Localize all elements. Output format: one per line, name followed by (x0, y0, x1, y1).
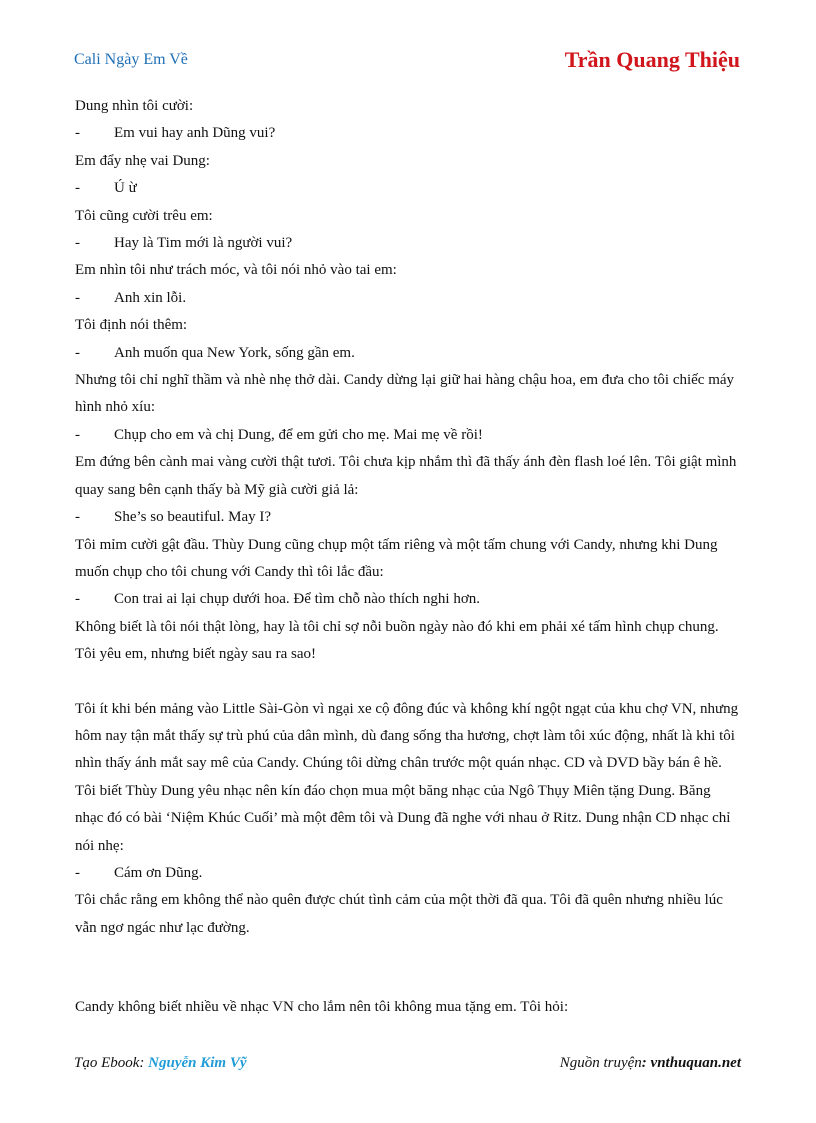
paragraph: Em nhìn tôi như trách móc, và tôi nói nhỏ vào tai em: (75, 262, 397, 279)
paragraph: Tôi chắc rằng em không thể nào quên được chút tình cảm của một thời đã qua. Tôi đã quên nhưng nhiều lúc vẫn ngơ ngác như lạc đường. (75, 892, 723, 936)
paragraph: Không biết là tôi nói thật lòng, hay là tôi chỉ sợ nỗi buồn ngày nào đó khi em phải xé tấm hình chụp chung. Tôi yêu em, nhưng biết ngày sau ra sao! (75, 618, 719, 663)
paragraph: Tôi ít khi bén mảng vào Little Sài-Gòn vì ngại xe cộ đông đúc và không khí ngột ngạt của khu chợ VN, nhưng hôm nay tận mắt thấy sự trù phú của dân mình, dù đang sống tha hương, chợt làm tôi xúc động, nhất là khi tôi nhìn thấy ánh mắt say mê của Candy. Chúng tôi dừng chân trước một quán nhạc. CD và DVD bầy bán ê hề. Tôi biết Thùy Dung yêu nhạc nên kín đáo chọn mua một băng nhạc của Ngô Thụy Miên tặng Dung. Băng nhạc đó có bài ‘Niệm Khúc Cuối’ mà một đêm tôi và Dung đã nghe với nhau ở Ritz. Dung nhận CD nhạc chỉ nói nhẹ: (75, 700, 739, 854)
paragraph: Candy không biết nhiều về nhạc VN cho lắm nên tôi không mua tặng em. Tôi hỏi: (75, 999, 569, 1016)
paragraph: Dung nhìn tôi cười: (75, 98, 194, 114)
dialogue-line: - Hay là Tim mới là người vui? (75, 235, 293, 252)
paragraph: Tôi định nói thêm: (75, 317, 188, 334)
author-name: Trần Quang Thiệu (564, 47, 740, 72)
paragraph-gap (75, 942, 741, 994)
paragraph: Tôi cũng cười trêu em: (75, 207, 213, 224)
paragraph: Em đứng bên cành mai vàng cười thật tươi. Tôi chưa kịp nhắm thì đã thấy ánh đèn flash loé lên. Tôi giật mình quay sang bên cạnh thấy bà Mỹ già cười giả lả: (75, 454, 737, 498)
dialogue-line: - Con trai ai lại chụp dưới hoa. Để tìm chỗ nào thích nghi hơn. (75, 591, 481, 608)
ebook-credit: Tạo Ebook: Nguyễn Kim Vỹ (74, 1055, 247, 1071)
paragraph: Tôi mỉm cười gật đầu. Thùy Dung cũng chụp một tấm riêng và một tấm chung với Candy, nhưng khi Dung muốn chụp cho tôi chung với Candy thì tôi lắc đầu: (75, 536, 718, 580)
paragraph: Em đẩy nhẹ vai Dung: (75, 152, 210, 169)
dialogue-line: - Anh xin lỗi. (75, 289, 187, 306)
source-site: vnthuquan.net (650, 1055, 741, 1071)
ebook-creator-name: Nguyễn Kim Vỹ (148, 1055, 247, 1071)
story-text (75, 93, 741, 1022)
paragraph-gap (75, 669, 741, 696)
source-credit: Nguồn truyện: vnthuquan.net (559, 1055, 741, 1071)
dialogue-line: - Chụp cho em và chị Dung, để em gửi cho mẹ. Mai mẹ về rồi! (75, 426, 483, 443)
paragraph: Nhưng tôi chỉ nghĩ thầm và nhè nhẹ thở dài. Candy dừng lại giữ hai hàng chậu hoa, em đưa cho tôi chiếc máy hình nhỏ xíu: (75, 372, 735, 416)
dialogue-line: - Cám ơn Dũng. (75, 864, 203, 881)
dialogue-line: - Anh muốn qua New York, sống gần em. (75, 344, 355, 361)
book-title: Cali Ngày Em Về (74, 51, 188, 68)
dialogue-line: - Ú ừ (75, 180, 137, 197)
dialogue-line: - Em vui hay anh Dũng vui? (75, 125, 276, 142)
dialogue-line: - She’s so beautiful. May I? (75, 509, 272, 526)
